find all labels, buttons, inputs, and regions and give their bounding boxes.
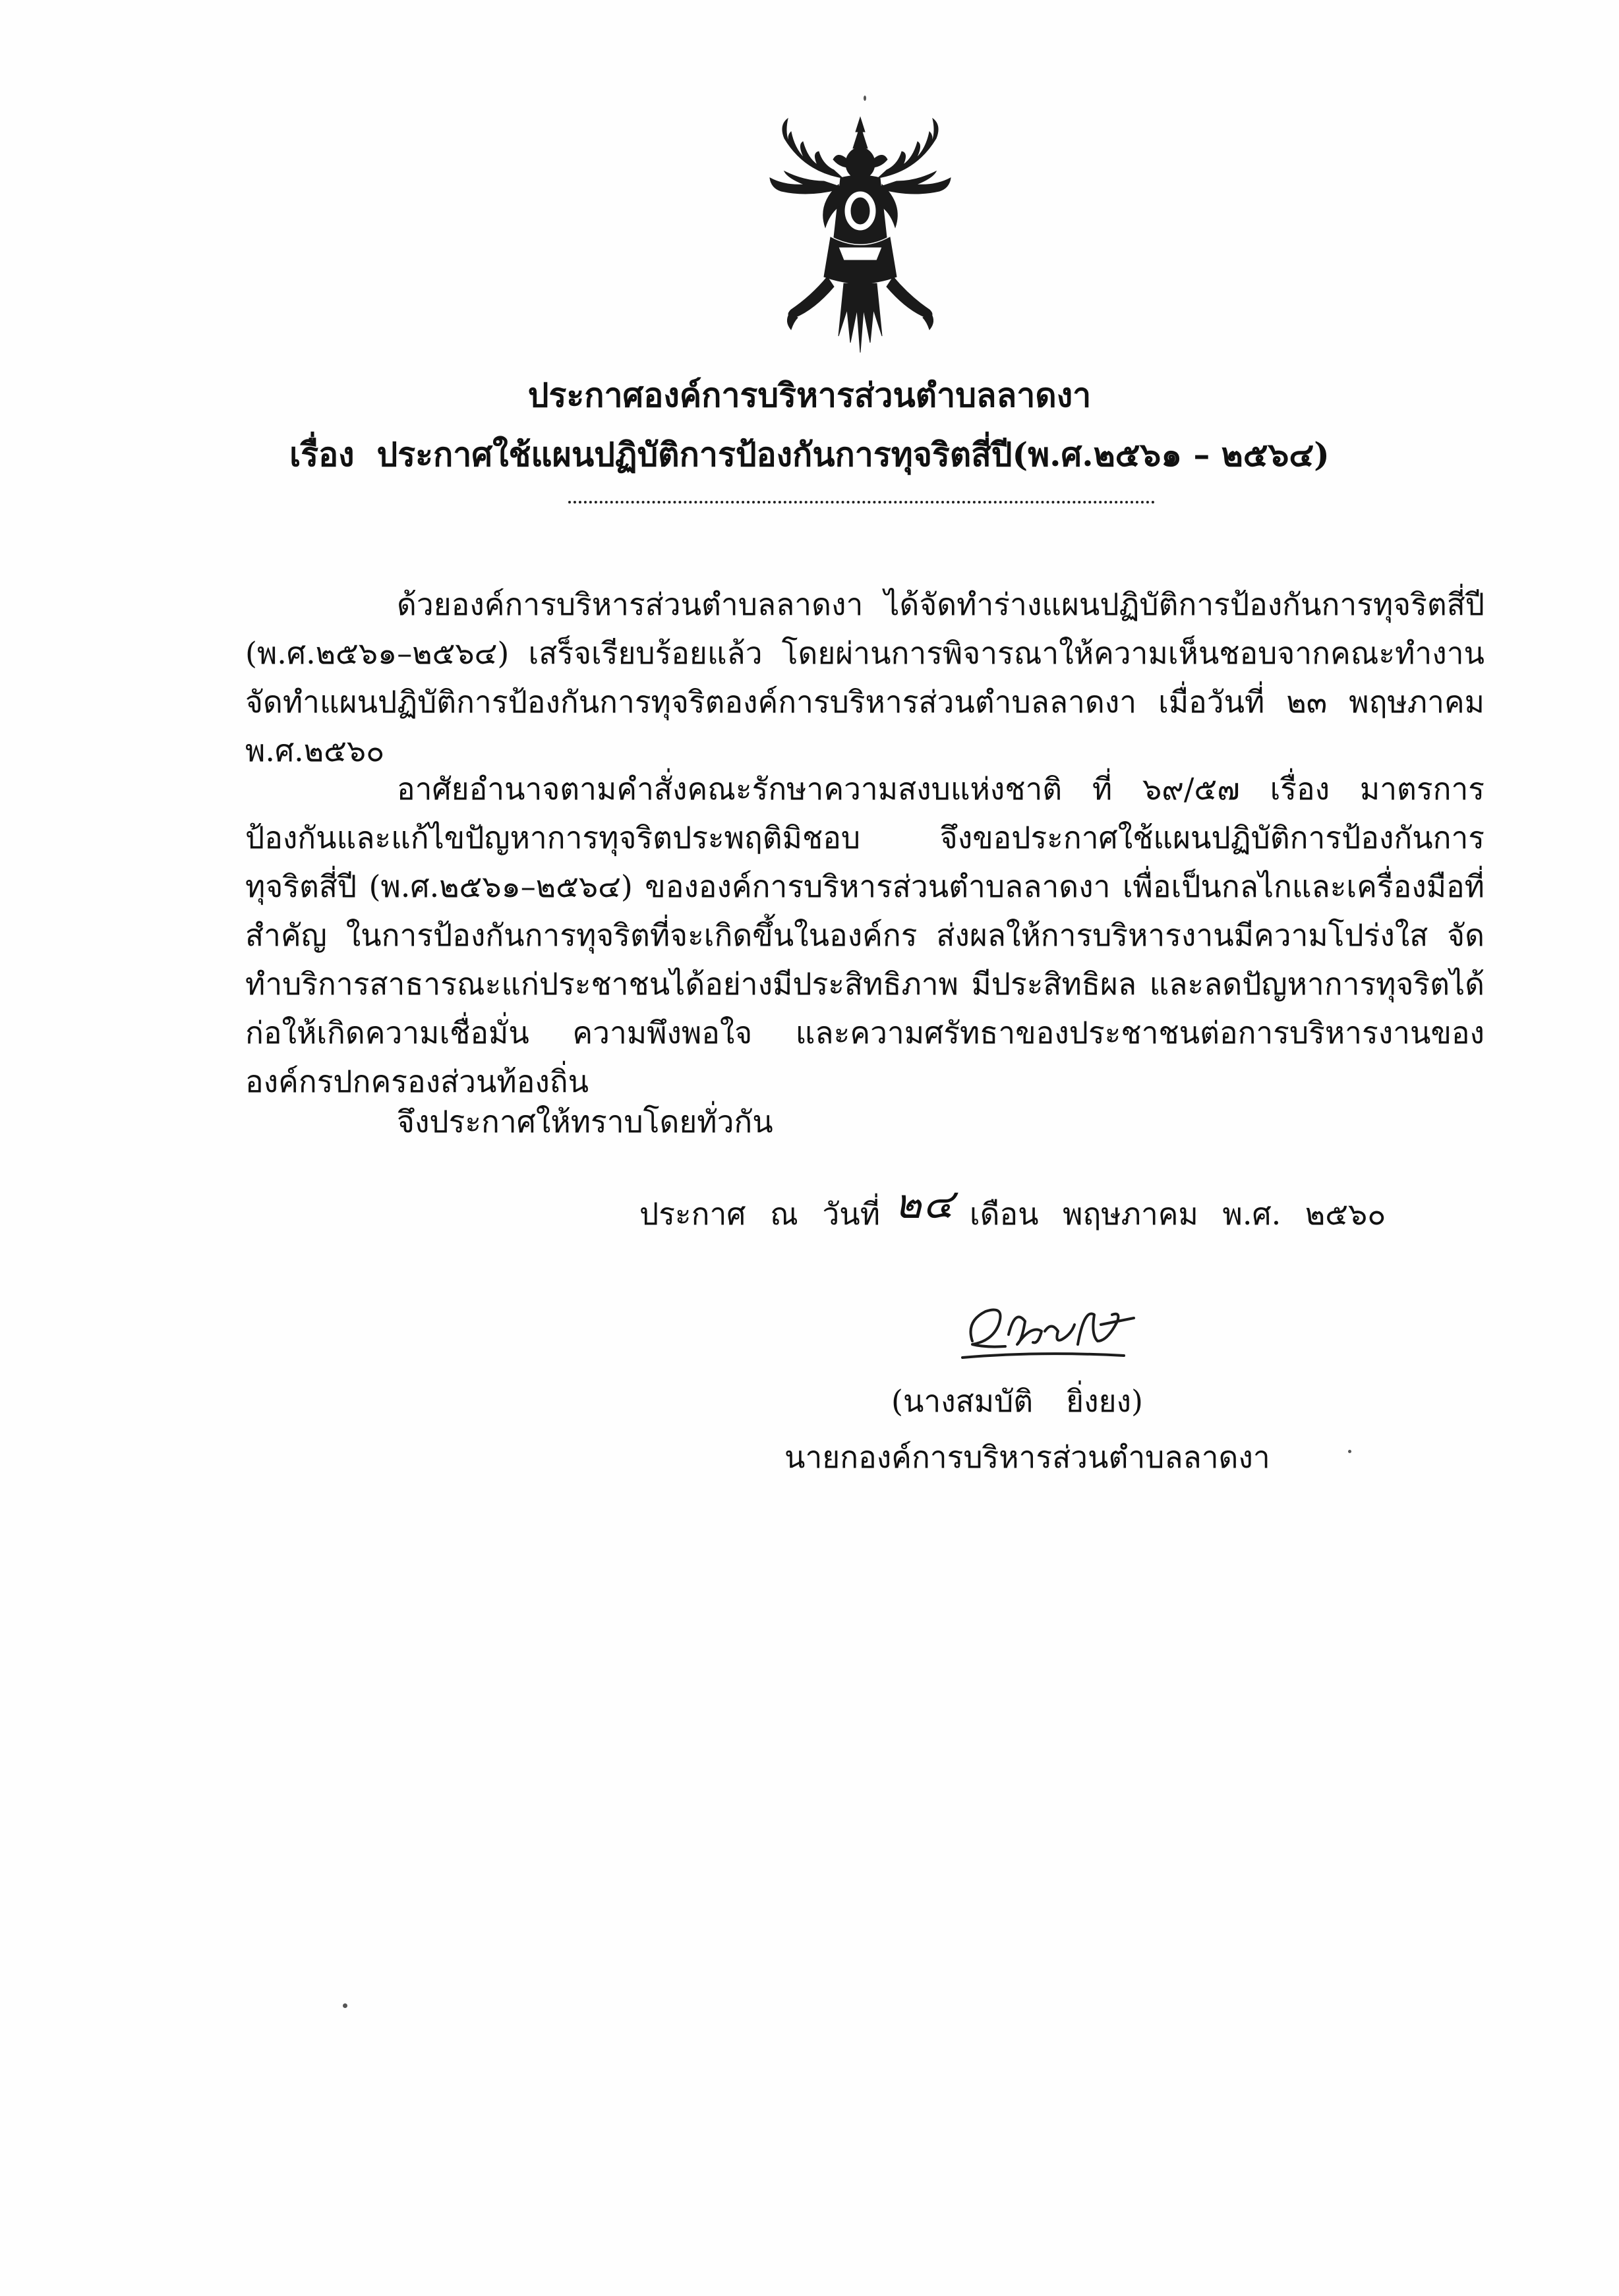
dateline-announced: ประกาศ [639, 1196, 746, 1232]
body-paragraph-1: ด้วยองค์การบริหารส่วนตำบลลาดงา ได้จัดทำร่างแผนปฏิบัติการป้องกันการทุจริตสี่ปี (พ.ศ.๒๕๖๑–๒๕๖๔) เสร็จเรียบร้อยแล้ว โดยผ่านการพิจารณาให้ความเห็นชอบจากคณะทำงานจัดทำแผนปฏิบัติการป้องกันการทุจริตองค์การบริหารส่วนตำบลลาดงา เมื่อวันที่ ๒๓ พฤษภาคม พ.ศ.๒๕๖๐ [245, 587, 1485, 768]
subject-label: เรื่อง [289, 435, 355, 474]
dateline-day-label: วันที่ [822, 1196, 881, 1232]
handwritten-signature [959, 1295, 1144, 1367]
dateline-at: ณ [770, 1196, 798, 1232]
closing-statement: จึงประกาศให้ทราบโดยทั่วกัน [397, 1104, 773, 1139]
signatory-title: นายกองค์การบริหารส่วนตำบลลาดงา [784, 1439, 1270, 1475]
dateline-year: ๒๕๖๐ [1305, 1196, 1386, 1232]
handwritten-day: ๒๔ [895, 1180, 955, 1228]
announcement-title: ประกาศองค์การบริหารส่วนตำบลลาดงา [527, 376, 1092, 415]
garuda-emblem-icon [765, 112, 956, 356]
dotted-divider [568, 501, 1155, 503]
announcement-subject [0, 435, 1619, 474]
dateline-month: พฤษภาคม [1063, 1196, 1198, 1232]
subject-text: ประกาศใช้แผนปฏิบัติการป้องกันการทุจริตสี่ปี(พ.ศ.๒๕๖๑ – ๒๕๖๔) [376, 435, 1330, 474]
signatory-name-open: (นางสมบัติ [891, 1383, 1034, 1419]
scan-speck [864, 96, 866, 101]
announcement-dateline [639, 1180, 1400, 1235]
scan-speck [343, 2003, 347, 2008]
dateline-year-label: พ.ศ. [1222, 1196, 1281, 1232]
signatory-name [891, 1377, 1143, 1425]
body-paragraph-2: อาศัยอำนาจตามคำสั่งคณะรักษาความสงบแห่งชาติ ที่ ๖๙/๕๗ เรื่อง มาตรการป้องกันและแก้ไขปัญหาการทุจริตประพฤติมิชอบ จึงขอประกาศใช้แผนปฏิบัติการป้องกันการทุจริตสี่ปี (พ.ศ.๒๕๖๑–๒๕๖๔) ของ​องค์การบริหารส่วนตำบลลาดงา เพื่อเป็นกลไกและเครื่องมือที่สำคัญ ในการป้องกันการทุจริตที่จะเกิดขึ้นในองค์กร ส่งผลให้การบริหารงานมีความโปร่งใส จัดทำบริการสาธารณะแก่ประชาชนได้อย่างมีประสิทธิภาพ มีประสิทธิผล และลดปัญหาการทุจริตได้ ก่อให้เกิดความเชื่อมั่น ความพึงพอใจ และความศรัทธาของประชาชนต่อการบริหารงานขององค์กรปกครองส่วนท้องถิ่น [245, 771, 1485, 1099]
dateline-month-label: เดือน [969, 1196, 1039, 1232]
signatory-name-close: ยิ่งยง) [1066, 1383, 1143, 1419]
scan-speck [1348, 1450, 1351, 1453]
